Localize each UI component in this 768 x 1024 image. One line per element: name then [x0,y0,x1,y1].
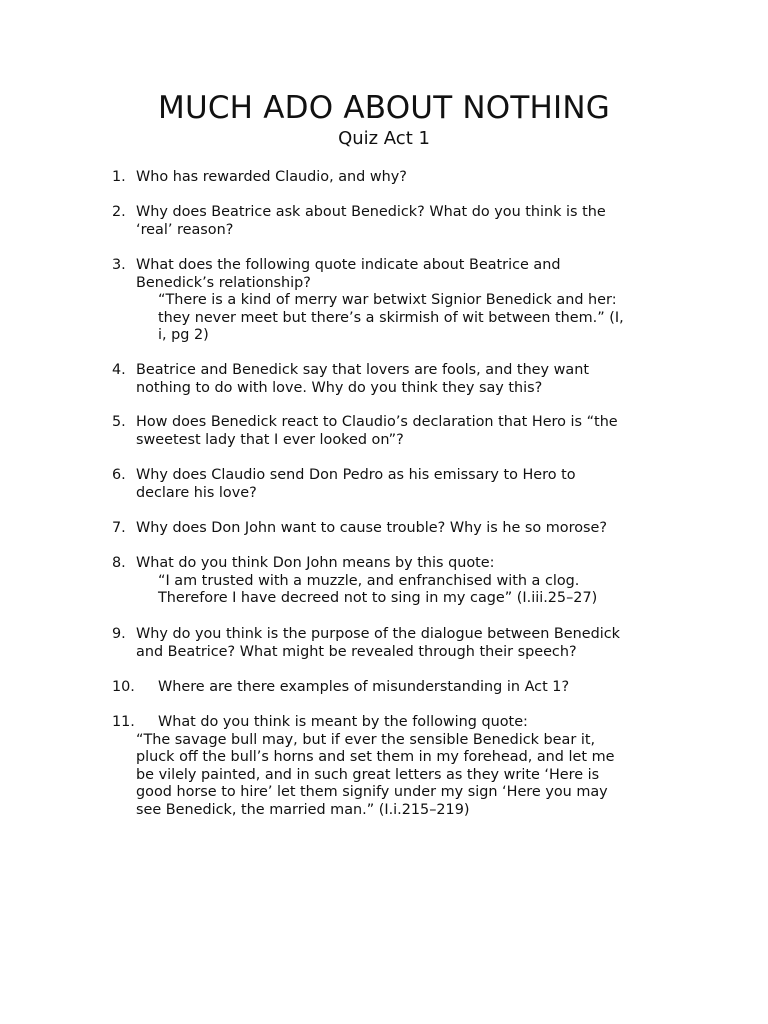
question-text: Why does Beatrice ask about Benedick? What do you think is the [136,204,606,220]
quote-text: good horse to hire’ let them signify under my sign ‘Here you may [136,784,608,800]
quote-text: pluck off the bull’s horns and set them in my forehead, and let me [136,749,615,765]
document-subtitle: Quiz Act 1 [338,128,430,149]
question-text: ‘real’ reason? [136,221,234,238]
question-text: declare his love? [136,484,257,501]
question-text: sweetest lady that I ever looked on”? [136,431,404,448]
question-text: Who has rewarded Claudio, and why? [136,169,407,185]
question-text: How does Benedick react to Claudio’s declaration that Hero is “the [136,414,618,430]
question-number: 2. [112,204,126,220]
quote-text: “There is a kind of merry war betwixt Signior Benedick and her: [158,292,617,308]
quote-text: Therefore I have decreed not to sing in my cage” (I.iii.25–27) [158,590,598,606]
quote-text: they never meet but there’s a skirmish of wit between them.” (I, [158,309,624,326]
quote-text: “The savage bull may, but if ever the sensible Benedick bear it, [136,731,596,748]
question-number: 9. [112,626,126,642]
question-text: and Beatrice? What might be revealed through their speech? [136,643,577,660]
quote-text: see Benedick, the married man.” (I.i.215–219) [136,801,470,818]
question-text: Why does Don John want to cause trouble? Why is he so morose? [136,520,607,536]
question-number: 6. [112,467,126,483]
question-text: Beatrice and Benedick say that lovers are fools, and they want [136,362,589,378]
question-number: 8. [112,555,126,571]
quote-text: be vilely painted, and in such great letters as they write ‘Here is [136,766,600,783]
question-number: 10. [112,679,135,695]
question-text: Where are there examples of misunderstanding in Act 1? [158,679,570,695]
question-number: 1. [112,169,126,185]
question-number: 7. [112,520,126,536]
question-text: nothing to do with love. Why do you think they say this? [136,379,543,396]
question-number: 11. [112,714,135,730]
question-text: What do you think Don John means by this quote: [136,555,495,571]
question-number: 3. [112,257,126,273]
quote-text: “I am trusted with a muzzle, and enfranchised with a clog. [158,572,580,589]
quote-text: i, pg 2) [158,327,209,343]
question-text: Benedick’s relationship? [136,274,311,291]
question-text: Why do you think is the purpose of the dialogue between Benedick [136,626,621,642]
question-text: Why does Claudio send Don Pedro as his emissary to Hero to [136,467,576,483]
question-text: What does the following quote indicate about Beatrice and [136,257,561,273]
question-number: 5. [112,414,126,430]
question-number: 4. [112,362,126,378]
document-title: MUCH ADO ABOUT NOTHING [158,90,610,126]
question-text: What do you think is meant by the following quote: [158,714,528,730]
